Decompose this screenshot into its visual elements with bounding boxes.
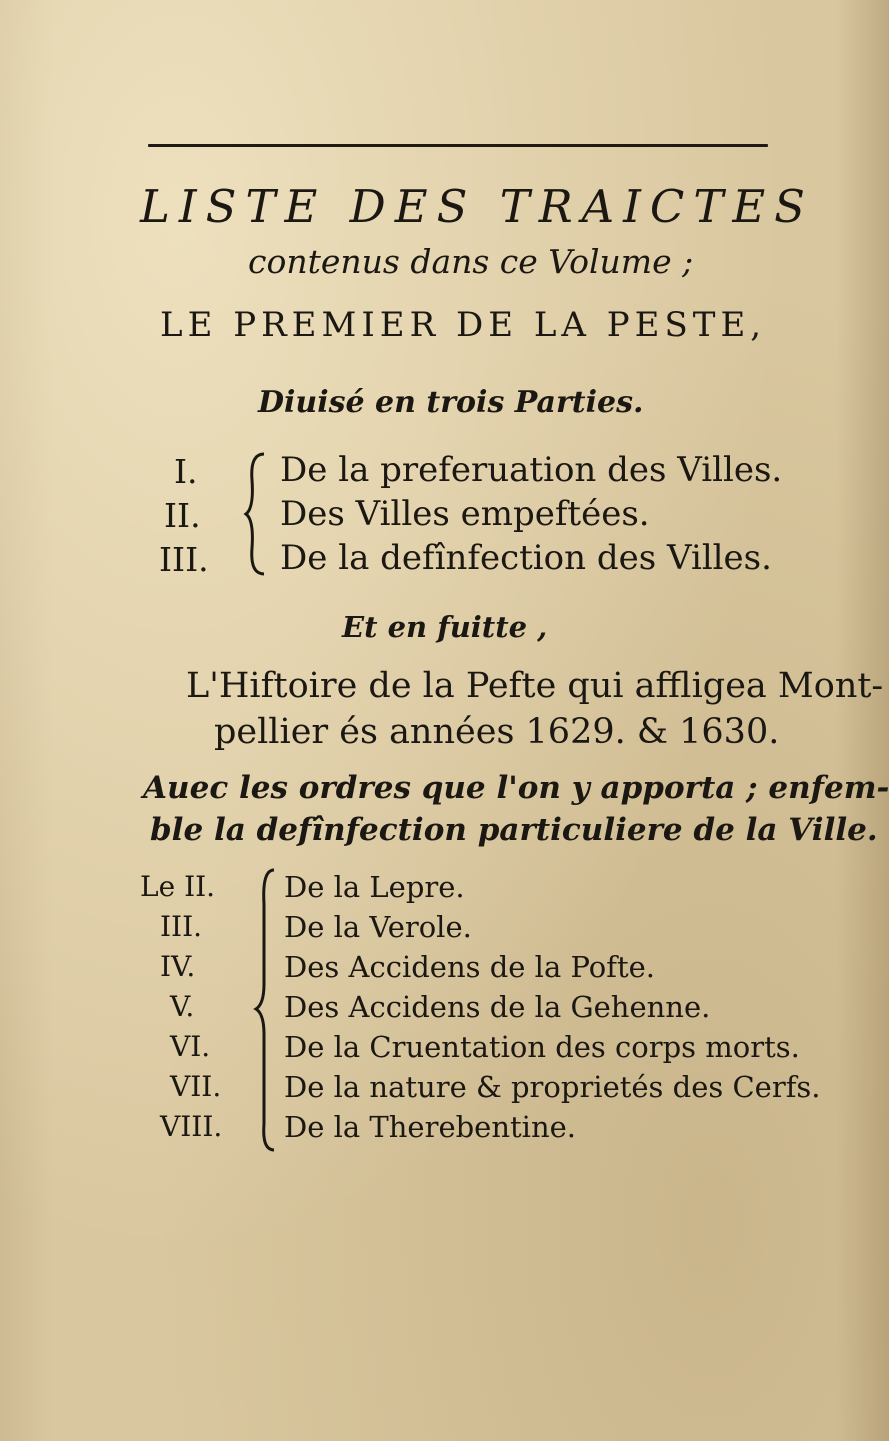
- treatise-title: De la nature & proprietés des Cerfs.: [284, 1070, 821, 1104]
- part-numeral: III.: [159, 540, 209, 579]
- treatise-title: De la Lepre.: [284, 870, 465, 904]
- treatise-numeral: VI.: [170, 1030, 211, 1063]
- treatise-title: De la Therebentine.: [284, 1110, 577, 1144]
- treatise-title: De la Verole.: [284, 910, 472, 944]
- treatise-numeral: Le II.: [140, 870, 216, 903]
- part-numeral: II.: [164, 496, 201, 535]
- treatise-numeral: IV.: [160, 950, 196, 983]
- history-line: pellier és années 1629. & 1630.: [214, 712, 780, 752]
- first-treatise-heading: LE PREMIER DE LA PESTE,: [160, 305, 767, 345]
- then-note: Et en fuitte ,: [342, 610, 548, 644]
- part-text: Des Villes empeftées.: [280, 494, 650, 534]
- divided-note: Diuisé en trois Parties.: [258, 385, 644, 420]
- treatise-title: Des Accidens de la Gehenne.: [284, 990, 711, 1024]
- part-text: De la defînfection des Villes.: [280, 538, 772, 578]
- history-line: L'Hiftoire de la Pefte qui affligea Mont-: [186, 666, 884, 706]
- treatises-brace: [252, 864, 278, 1154]
- treatise-numeral: V.: [170, 990, 195, 1023]
- top-rule: [148, 144, 768, 147]
- part-numeral: I.: [174, 452, 198, 491]
- page-title: LISTE DES TRAICTES: [140, 180, 815, 233]
- part-text: De la preferuation des Villes.: [280, 450, 783, 490]
- title-subtitle: contenus dans ce Volume ;: [248, 242, 694, 281]
- with-line: Auec les ordres que l'on y apporta ; enfem-: [143, 770, 889, 806]
- treatise-numeral: III.: [160, 910, 203, 943]
- treatise-numeral: VII.: [170, 1070, 222, 1103]
- treatise-title: De la Cruentation des corps morts.: [284, 1030, 800, 1064]
- with-line: ble la defînfection particuliere de la Ville.: [150, 812, 878, 848]
- parts-brace: [244, 450, 266, 578]
- treatise-title: Des Accidens de la Pofte.: [284, 950, 656, 984]
- treatise-numeral: VIII.: [160, 1110, 223, 1143]
